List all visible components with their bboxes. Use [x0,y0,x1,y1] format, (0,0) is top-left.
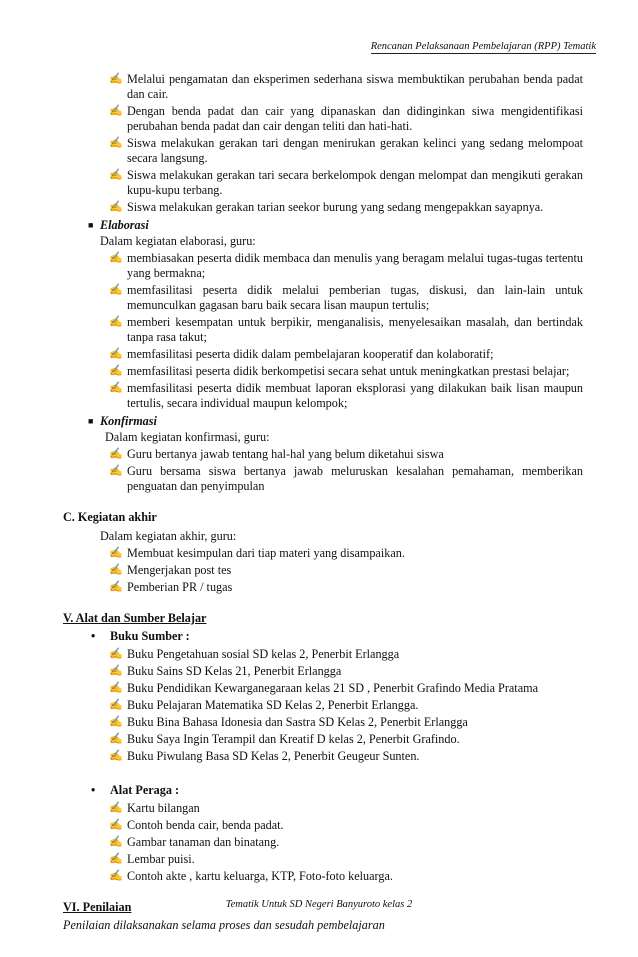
list-item-text: Contoh benda cair, benda padat. [127,818,284,832]
list-item-text: memfasilitasi peserta didik berkompetisi secara sehat untuk meningkatkan prestasi belajar; [127,364,570,378]
checkmark-bullet-icon: ✍ [109,870,123,882]
list-item-text: Buku Pelajaran Matematika SD Kelas 2, Penerbit Erlangga. [127,698,419,712]
list-item [0,835,638,850]
list-item-text: Buku Bina Bahasa Idonesia dan Sastra SD Kelas 2, Penerbit Erlangga [127,715,468,729]
list-item [0,664,638,679]
list-item-text: Mengerjakan post tes [127,563,232,577]
checkmark-bullet-icon: ✍ [109,348,123,360]
top-item-list [0,72,638,215]
checkmark-bullet-icon: ✍ [109,716,123,728]
list-item [0,869,638,884]
list-item-text: Buku Saya Ingin Terampil dan Kreatif D kelas 2, Penerbit Grafindo. [127,732,460,746]
checkmark-bullet-icon: ✍ [109,105,123,117]
list-item [0,364,638,379]
list-item-text: Membuat kesimpulan dari tiap materi yang disampaikan. [127,546,405,560]
list-item [0,801,638,816]
list-item [0,315,638,345]
list-item-text: Gambar tanaman dan binatang. [127,835,280,849]
elaborasi-intro: Dalam kegiatan elaborasi, guru: [100,234,256,248]
list-item [0,104,638,134]
page-header: Rencanan Pelaksanaan Pembelajaran (RPP) Tematik [370,41,596,52]
checkmark-bullet-icon: ✍ [109,733,123,745]
checkmark-bullet-icon: ✍ [109,382,123,394]
list-item [0,715,638,730]
buku-sumber-heading: • Buku Sumber : [91,629,190,643]
list-item [0,200,638,215]
checkmark-bullet-icon: ✍ [109,750,123,762]
list-item [0,136,638,166]
list-item-text: Lembar puisi. [127,852,195,866]
list-item-text: memfasilitasi peserta didik melalui pemberian tugas, diskusi, dan lain-lain untuk memunculkan gagasan baru baik secara lisan maupun tertulis; [127,283,583,312]
checkmark-bullet-icon: ✍ [109,665,123,677]
konfirmasi-heading: ■ Konfirmasi [88,414,157,428]
list-item [0,381,638,411]
checkmark-bullet-icon: ✍ [109,648,123,660]
list-item [0,447,638,462]
checkmark-bullet-icon: ✍ [109,465,123,477]
checkmark-bullet-icon: ✍ [109,836,123,848]
page-content [0,72,638,933]
checkmark-bullet-icon: ✍ [109,73,123,85]
alat-peraga-heading: • Alat Peraga : [91,783,180,797]
list-item-text: Siswa melakukan gerakan tari dengan menirukan gerakan kelinci yang sedang melompoat secara langsung. [127,136,583,165]
list-item-text: Siswa melakukan gerakan tari secara berkelompok dengan melompat dan mengikuti gerakan kupu-kupu terbang. [127,168,583,197]
checkmark-bullet-icon: ✍ [109,682,123,694]
konfirmasi-intro: Dalam kegiatan konfirmasi, guru: [105,430,270,444]
list-item [0,283,638,313]
list-item-text: Melalui pengamatan dan eksperimen sederhana siswa membuktikan perubahan benda padat dan cair. [127,72,583,101]
penilaian-heading: VI. Penilaian [63,900,132,914]
list-item [0,818,638,833]
checkmark-bullet-icon: ✍ [109,284,123,296]
buku-sumber-list [0,647,638,764]
kegiatan-akhir-intro: Dalam kegiatan akhir, guru: [100,529,237,543]
page-footer: Tematik Untuk SD Negeri Banyuroto kelas 2 [225,899,413,910]
list-item-text: Dengan benda padat dan cair yang dipanaskan dan didinginkan siwa mengidentifikasi perubahan benda padat dan cair dengan teliti dan hati-hati. [127,104,583,133]
square-bullet-icon: ■ [88,416,94,426]
square-bullet-icon: ■ [88,220,94,230]
list-item [0,546,638,561]
list-item-text: Contoh akte , kartu keluarga, KTP, Foto-foto keluarga. [127,869,393,883]
dot-bullet-icon: • [91,783,96,797]
dot-bullet-icon: • [91,629,96,643]
list-item [0,251,638,281]
checkmark-bullet-icon: ✍ [109,169,123,181]
checkmark-bullet-icon: ✍ [109,252,123,264]
list-item [0,698,638,713]
list-item-text: Kartu bilangan [127,801,200,815]
list-item-text: Guru bertanya jawab tentang hal-hal yang belum diketahui siswa [127,447,444,461]
list-item-text: memfasilitasi peserta didik membuat laporan eksplorasi yang dilakukan baik lisan maupun tertulis, secara individual maupun kelompok; [127,381,583,410]
list-item-text: Buku Piwulang Basa SD Kelas 2, Penerbit Geugeur Sunten. [127,749,420,763]
list-item [0,732,638,747]
list-item-text: Pemberian PR / tugas [127,580,233,594]
list-item-text: Guru bersama siswa bertanya jawab meluruskan kesalahan pemahaman, memberikan penguatan dan penyimpulan [127,464,583,493]
checkmark-bullet-icon: ✍ [109,448,123,460]
kegiatan-akhir-heading: C. Kegiatan akhir [63,510,157,524]
checkmark-bullet-icon: ✍ [109,316,123,328]
list-item [0,347,638,362]
alat-peraga-list [0,801,638,884]
list-item [0,647,638,662]
list-item [0,563,638,578]
checkmark-bullet-icon: ✍ [109,581,123,593]
list-item-text: Buku Pengetahuan sosial SD kelas 2, Penerbit Erlangga [127,647,400,661]
checkmark-bullet-icon: ✍ [109,802,123,814]
list-item [0,749,638,764]
list-item [0,852,638,867]
list-item-text: Siswa melakukan gerakan tarian seekor burung yang sedang mengepakkan sayapnya. [127,200,544,214]
list-item [0,72,638,102]
list-item [0,681,638,696]
list-item-text: memfasilitasi peserta didik dalam pembelajaran kooperatif dan kolaboratif; [127,347,494,361]
penilaian-text: Penilaian dilaksanakan selama proses dan sesudah pembelajaran [63,918,385,932]
checkmark-bullet-icon: ✍ [109,564,123,576]
list-item [0,580,638,595]
checkmark-bullet-icon: ✍ [109,137,123,149]
list-item [0,464,638,494]
checkmark-bullet-icon: ✍ [109,547,123,559]
list-item-text: Buku Pendidikan Kewarganegaraan kelas 21 SD , Penerbit Grafindo Media Pratama [127,681,538,695]
list-item-text: Buku Sains SD Kelas 21, Penerbit Erlangga [127,664,342,678]
checkmark-bullet-icon: ✍ [109,201,123,213]
checkmark-bullet-icon: ✍ [109,853,123,865]
elaborasi-heading: ■ Elaborasi [88,218,149,232]
alat-heading: V. Alat dan Sumber Belajar [63,611,207,625]
kegiatan-akhir-list [0,546,638,595]
elaborasi-list [0,251,638,411]
list-item [0,168,638,198]
checkmark-bullet-icon: ✍ [109,699,123,711]
list-item-text: membiasakan peserta didik membaca dan menulis yang beragam melalui tugas-tugas tertentu yang bermakna; [127,251,583,280]
list-item-text: memberi kesempatan untuk berpikir, menganalisis, menyelesaikan masalah, dan bertindak tanpa rasa takut; [127,315,583,344]
checkmark-bullet-icon: ✍ [109,365,123,377]
checkmark-bullet-icon: ✍ [109,819,123,831]
konfirmasi-list [0,447,638,494]
